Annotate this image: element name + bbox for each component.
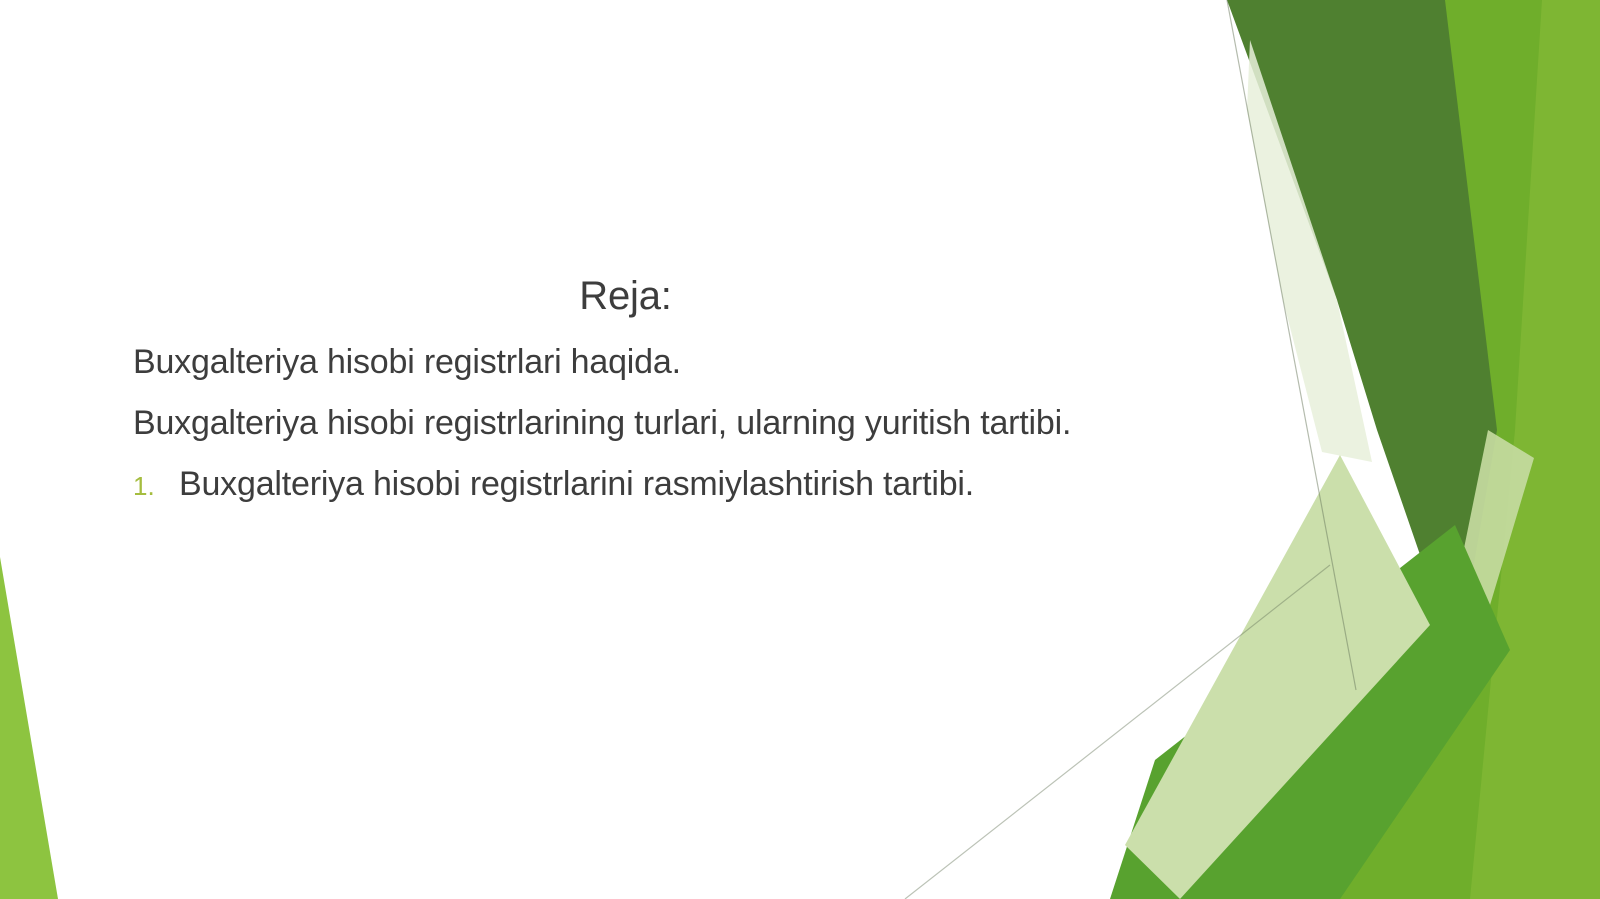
slide-title: Reja:	[579, 274, 672, 318]
body-paragraph-2: Buxgalteriya hisobi registrlarining turlari, ularning yuritish tartibi.	[133, 404, 1072, 442]
body-paragraph-3	[133, 460, 1263, 510]
body-paragraph-1: Buxgalteriya hisobi registrlari haqida.	[133, 343, 681, 381]
corner-wedge-bottom-left	[0, 557, 58, 899]
slide-body	[133, 272, 1263, 523]
list-number: 1.	[133, 471, 155, 501]
body-paragraph-3-text: Buxgalteriya hisobi registrlarini rasmiylashtirish tartibi.	[179, 465, 975, 503]
